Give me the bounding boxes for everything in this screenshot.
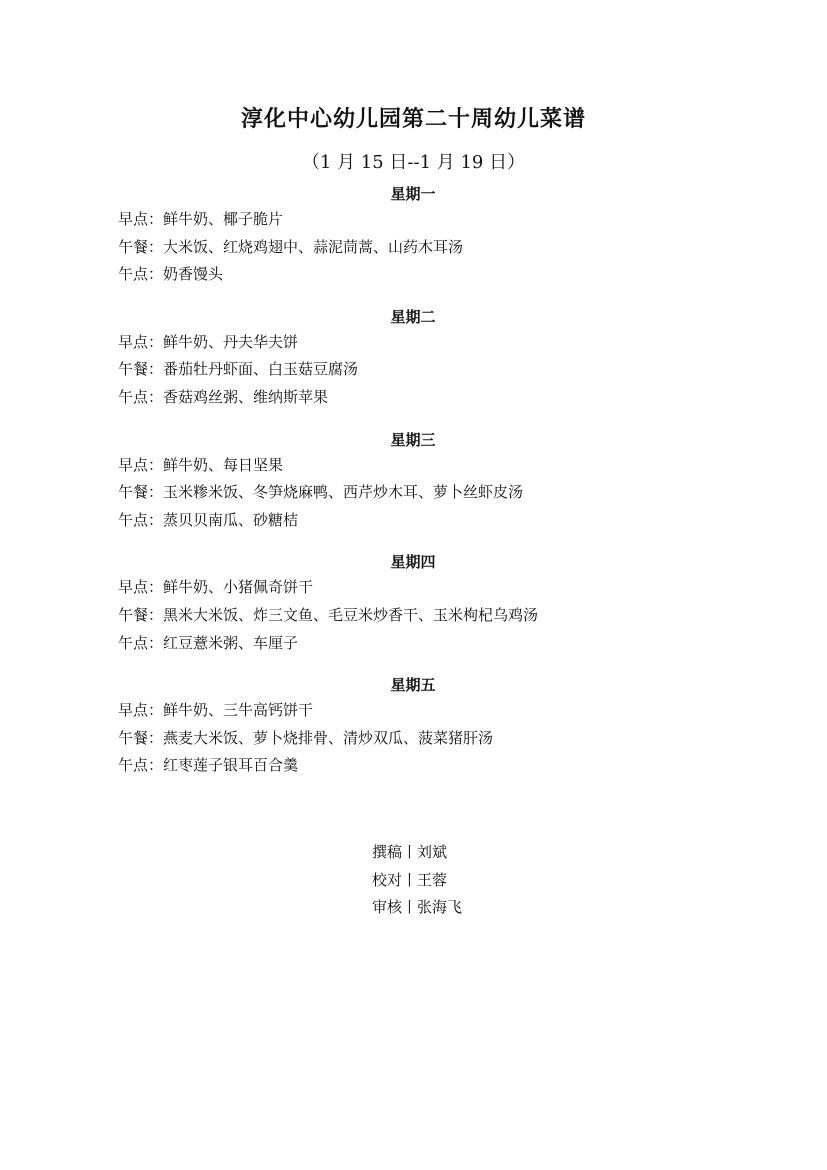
meal-snack: [118, 630, 718, 658]
meal-lunch: [118, 479, 718, 507]
credit-writer: 撰稿丨刘斌: [372, 843, 448, 861]
meal-items: 蒸贝贝南瓜、砂糖桔: [163, 510, 299, 529]
meal-snack: [118, 261, 718, 289]
day-heading: 星期五: [390, 676, 436, 695]
meal-lunch: [118, 234, 718, 262]
day-heading: 星期三: [390, 430, 436, 449]
page-title: 淳化中心幼儿园第二十周幼儿菜谱: [240, 106, 586, 132]
meal-items: 鲜牛奶、丹夫华夫饼: [163, 332, 299, 351]
meal-items: 鲜牛奶、椰子脆片: [163, 210, 284, 228]
meal-items: 黑米大米饭、炸三文鱼、毛豆米炒香干、玉米枸杞乌鸡汤: [163, 605, 539, 624]
meal-lunch: [118, 356, 718, 384]
meal-lunch: [118, 602, 718, 630]
meal-items: 奶香馒头: [163, 265, 224, 284]
meal-items: 红枣莲子银耳百合羹: [163, 756, 299, 775]
meal-snack: [118, 507, 718, 535]
meal-items: 玉米糁米饭、冬笋烧麻鸭、西芹炒木耳、萝卜丝虾皮汤: [163, 483, 524, 502]
meal-snack: [118, 384, 718, 412]
meal-label: 早点：: [118, 455, 164, 474]
meal-label: 早点：: [118, 210, 164, 228]
meal-items: 番茄牡丹虾面、白玉菇豆腐汤: [163, 360, 359, 379]
credit-proofreader: 校对丨王蓉: [372, 870, 448, 889]
meal-items: 鲜牛奶、每日坚果: [163, 455, 284, 474]
meal-label: 午餐：: [118, 237, 164, 256]
meal-label: 午餐：: [118, 360, 164, 379]
meal-breakfast: [118, 452, 718, 480]
menu-days: [118, 182, 718, 796]
day-monday: [118, 182, 718, 289]
day-thursday: [118, 550, 718, 657]
meal-snack: [118, 752, 718, 780]
meal-items: 鲜牛奶、小猪佩奇饼干: [163, 578, 314, 597]
meal-label: 午点：: [118, 510, 164, 529]
day-tuesday: [118, 305, 718, 412]
meal-breakfast: [118, 697, 718, 725]
meal-label: 早点：: [118, 332, 164, 351]
meal-label: 午点：: [118, 633, 164, 652]
meal-items: 鲜牛奶、三牛高钙饼干: [163, 701, 314, 720]
meal-breakfast: [118, 574, 718, 602]
day-wednesday: [118, 428, 718, 535]
meal-label: 午餐：: [118, 728, 164, 747]
day-heading: 星期二: [390, 307, 436, 326]
date-range: （1 月 15 日--1 月 19 日）: [301, 152, 526, 173]
day-friday: [118, 673, 718, 780]
meal-items: 燕麦大米饭、萝卜烧排骨、清炒双瓜、菠菜猪肝汤: [163, 728, 494, 747]
day-heading: 星期四: [390, 553, 436, 572]
meal-breakfast: [118, 206, 718, 234]
meal-label: 午点：: [118, 387, 164, 406]
meal-label: 早点：: [118, 701, 164, 720]
credit-reviewer: 审核丨张海飞: [372, 898, 463, 917]
meal-items: 大米饭、红烧鸡翅中、蒜泥茼蒿、山药木耳汤: [163, 237, 464, 256]
meal-label: 午点：: [118, 265, 164, 284]
meal-items: 红豆薏米粥、车厘子: [163, 633, 299, 652]
meal-label: 早点：: [118, 578, 164, 597]
meal-breakfast: [118, 329, 718, 357]
meal-label: 午餐：: [118, 483, 164, 502]
meal-label: 午餐：: [118, 605, 164, 624]
meal-lunch: [118, 725, 718, 753]
credits: [372, 839, 462, 922]
day-heading: 星期一: [390, 185, 436, 203]
meal-items: 香菇鸡丝粥、维纳斯苹果: [163, 387, 329, 406]
meal-label: 午点：: [118, 756, 164, 775]
